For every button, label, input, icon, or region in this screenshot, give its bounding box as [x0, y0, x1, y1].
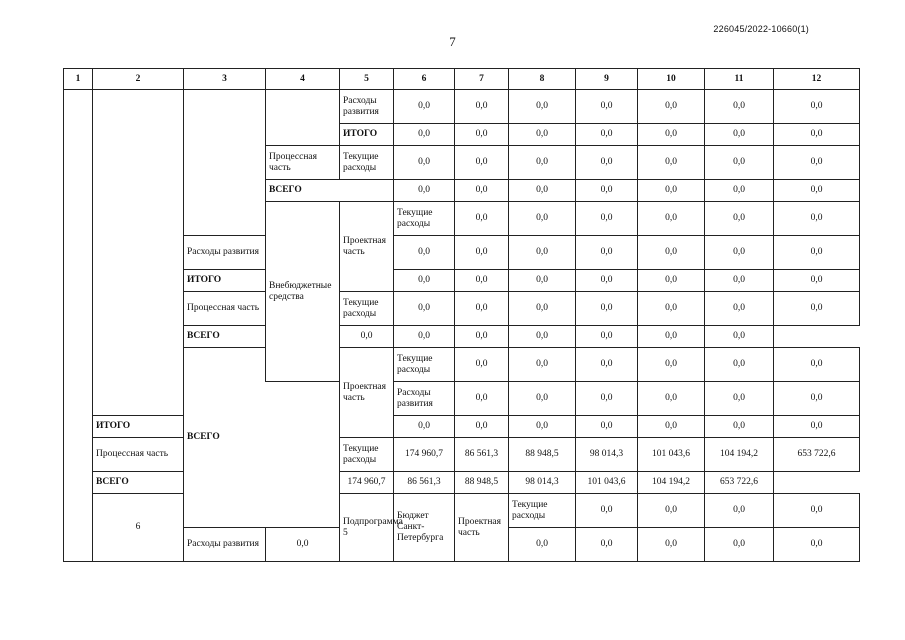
subtotal-label: ИТОГО [184, 270, 266, 292]
value-cell: 0,0 [705, 202, 774, 236]
value-cell: 0,0 [638, 146, 705, 180]
value-cell: 0,0 [576, 146, 638, 180]
value-cell: 0,0 [455, 416, 509, 438]
value-cell: 0,0 [394, 416, 455, 438]
value-cell: 86 561,3 [455, 438, 509, 472]
value-cell: 0,0 [455, 180, 509, 202]
value-cell: 0,0 [705, 528, 774, 562]
value-cell: 0,0 [774, 270, 860, 292]
value-cell: 0,0 [455, 348, 509, 382]
value-cell: 0,0 [705, 90, 774, 124]
value-cell: 0,0 [394, 146, 455, 180]
value-cell: 0,0 [774, 416, 860, 438]
financing-table [63, 68, 860, 562]
col-header: 5 [340, 69, 394, 90]
value-cell: 0,0 [638, 202, 705, 236]
value-cell: 0,0 [394, 90, 455, 124]
value-cell: 0,0 [705, 382, 774, 416]
value-cell: 0,0 [509, 528, 576, 562]
value-cell: 0,0 [774, 528, 860, 562]
value-cell: 0,0 [576, 180, 638, 202]
part-cell [266, 90, 340, 146]
subtotal-label: ИТОГО [93, 416, 184, 438]
value-cell: 0,0 [774, 146, 860, 180]
value-cell: 0,0 [509, 202, 576, 236]
value-cell: 98 014,3 [509, 472, 576, 494]
expense-type-cell: Текущие расходы [394, 202, 455, 236]
value-cell: 0,0 [394, 270, 455, 292]
value-cell: 98 014,3 [576, 438, 638, 472]
value-cell: 0,0 [394, 236, 455, 270]
value-cell: 0,0 [509, 270, 576, 292]
part-cell: Проектная часть [455, 494, 509, 562]
value-cell: 0,0 [774, 124, 860, 146]
expense-type-cell: Текущие расходы [394, 348, 455, 382]
value-cell: 174 960,7 [394, 438, 455, 472]
value-cell: 0,0 [705, 292, 774, 326]
value-cell: 0,0 [638, 236, 705, 270]
expense-type-cell: Текущие расходы [340, 146, 394, 180]
value-cell: 0,0 [509, 90, 576, 124]
value-cell: 0,0 [509, 326, 576, 348]
table-row [64, 292, 860, 326]
value-cell: 0,0 [576, 528, 638, 562]
value-cell: 101 043,6 [576, 472, 638, 494]
subprogram-cell [93, 90, 184, 416]
value-cell: 0,0 [576, 326, 638, 348]
value-cell: 0,0 [455, 124, 509, 146]
table-row [64, 472, 860, 494]
value-cell: 0,0 [455, 326, 509, 348]
total-label: ВСЕГО [184, 326, 340, 348]
value-cell: 0,0 [774, 180, 860, 202]
value-cell: 0,0 [705, 146, 774, 180]
value-cell: 0,0 [576, 494, 638, 528]
table-row [64, 438, 860, 472]
value-cell: 104 194,2 [638, 472, 705, 494]
value-cell: 0,0 [394, 326, 455, 348]
col-header: 4 [266, 69, 340, 90]
value-cell: 86 561,3 [394, 472, 455, 494]
col-header: 9 [576, 69, 638, 90]
value-cell: 0,0 [576, 382, 638, 416]
expense-type-cell: Расходы развития [184, 528, 266, 562]
col-header: 8 [509, 69, 576, 90]
col-header: 12 [774, 69, 860, 90]
part-cell: Процессная часть [184, 292, 266, 326]
value-cell: 0,0 [638, 348, 705, 382]
value-cell: 0,0 [638, 124, 705, 146]
value-cell: 653 722,6 [705, 472, 774, 494]
value-cell: 0,0 [509, 180, 576, 202]
value-cell: 0,0 [394, 292, 455, 326]
part-cell: Процессная часть [93, 438, 184, 472]
value-cell: 0,0 [638, 326, 705, 348]
value-cell: 0,0 [455, 146, 509, 180]
value-cell: 0,0 [774, 236, 860, 270]
value-cell: 0,0 [576, 270, 638, 292]
value-cell: 0,0 [638, 270, 705, 292]
expense-type-cell: Текущие расходы [340, 438, 394, 472]
col-header: 11 [705, 69, 774, 90]
value-cell: 0,0 [509, 416, 576, 438]
value-cell: 0,0 [774, 90, 860, 124]
table-row [64, 494, 860, 528]
col-header: 3 [184, 69, 266, 90]
value-cell: 0,0 [576, 236, 638, 270]
value-cell: 0,0 [509, 146, 576, 180]
value-cell: 0,0 [455, 236, 509, 270]
value-cell: 0,0 [705, 326, 774, 348]
expense-type-cell: Текущие расходы [340, 292, 394, 326]
value-cell: 0,0 [340, 326, 394, 348]
source-cell: Внебюджетные средства [266, 202, 340, 382]
value-cell: 0,0 [455, 90, 509, 124]
value-cell: 0,0 [455, 202, 509, 236]
value-cell: 0,0 [774, 292, 860, 326]
part-cell: Проектная часть [340, 202, 394, 292]
value-cell: 88 948,5 [455, 472, 509, 494]
value-cell: 0,0 [394, 124, 455, 146]
total-label: ВСЕГО [93, 472, 266, 494]
table-row [64, 348, 860, 382]
value-cell: 0,0 [455, 270, 509, 292]
value-cell: 0,0 [638, 494, 705, 528]
expense-type-cell: Расходы развития [340, 90, 394, 124]
value-cell: 0,0 [638, 382, 705, 416]
value-cell: 0,0 [705, 270, 774, 292]
value-cell: 0,0 [455, 292, 509, 326]
value-cell: 0,0 [576, 292, 638, 326]
source-cell: Бюджет Санкт-Петербурга [394, 494, 455, 562]
part-cell: Проектная часть [340, 348, 394, 438]
part-cell: Процессная часть [266, 146, 340, 180]
value-cell: 0,0 [576, 348, 638, 382]
value-cell: 0,0 [576, 124, 638, 146]
value-cell: 0,0 [774, 348, 860, 382]
row-number-cell [64, 90, 93, 562]
value-cell: 0,0 [638, 180, 705, 202]
value-cell: 0,0 [705, 494, 774, 528]
row-number-cell: 6 [93, 494, 184, 562]
value-cell: 0,0 [705, 236, 774, 270]
value-cell: 0,0 [638, 292, 705, 326]
col-header: 6 [394, 69, 455, 90]
value-cell: 0,0 [509, 348, 576, 382]
value-cell: 0,0 [705, 180, 774, 202]
value-cell: 0,0 [509, 124, 576, 146]
table-row [64, 270, 860, 292]
page-number: 7 [449, 34, 456, 49]
source-cell [184, 90, 266, 236]
expense-type-cell: Текущие расходы [509, 494, 576, 528]
value-cell: 0,0 [576, 416, 638, 438]
value-cell: 0,0 [455, 382, 509, 416]
value-cell: 174 960,7 [340, 472, 394, 494]
table-row [64, 236, 860, 270]
value-cell: 0,0 [774, 202, 860, 236]
value-cell: 0,0 [774, 382, 860, 416]
value-cell: 0,0 [638, 528, 705, 562]
subtotal-label: ИТОГО [340, 124, 394, 146]
value-cell: 104 194,2 [705, 438, 774, 472]
document-id: 226045/2022-10660(1) [713, 24, 809, 34]
value-cell: 0,0 [509, 382, 576, 416]
value-cell: 88 948,5 [509, 438, 576, 472]
value-cell: 0,0 [774, 494, 860, 528]
header-row [64, 69, 860, 90]
value-cell: 0,0 [509, 292, 576, 326]
value-cell: 653 722,6 [774, 438, 860, 472]
value-cell: 0,0 [394, 180, 455, 202]
value-cell: 0,0 [266, 528, 340, 562]
value-cell: 0,0 [705, 416, 774, 438]
col-header: 10 [638, 69, 705, 90]
col-header: 2 [93, 69, 184, 90]
col-header: 7 [455, 69, 509, 90]
value-cell: 0,0 [705, 124, 774, 146]
value-cell: 0,0 [576, 90, 638, 124]
table-row [64, 416, 860, 438]
value-cell: 0,0 [638, 90, 705, 124]
value-cell: 101 043,6 [638, 438, 705, 472]
value-cell: 0,0 [576, 202, 638, 236]
subprogram-cell: Подпрограмма 5 [340, 494, 394, 562]
value-cell: 0,0 [705, 348, 774, 382]
col-header: 1 [64, 69, 93, 90]
value-cell: 0,0 [638, 416, 705, 438]
expense-type-cell: Расходы развития [184, 236, 266, 270]
grand-total-label: ВСЕГО [184, 348, 340, 528]
expense-type-cell: Расходы развития [394, 382, 455, 416]
table-row [64, 90, 860, 124]
table-row [64, 326, 860, 348]
total-label: ВСЕГО [266, 180, 394, 202]
value-cell: 0,0 [509, 236, 576, 270]
